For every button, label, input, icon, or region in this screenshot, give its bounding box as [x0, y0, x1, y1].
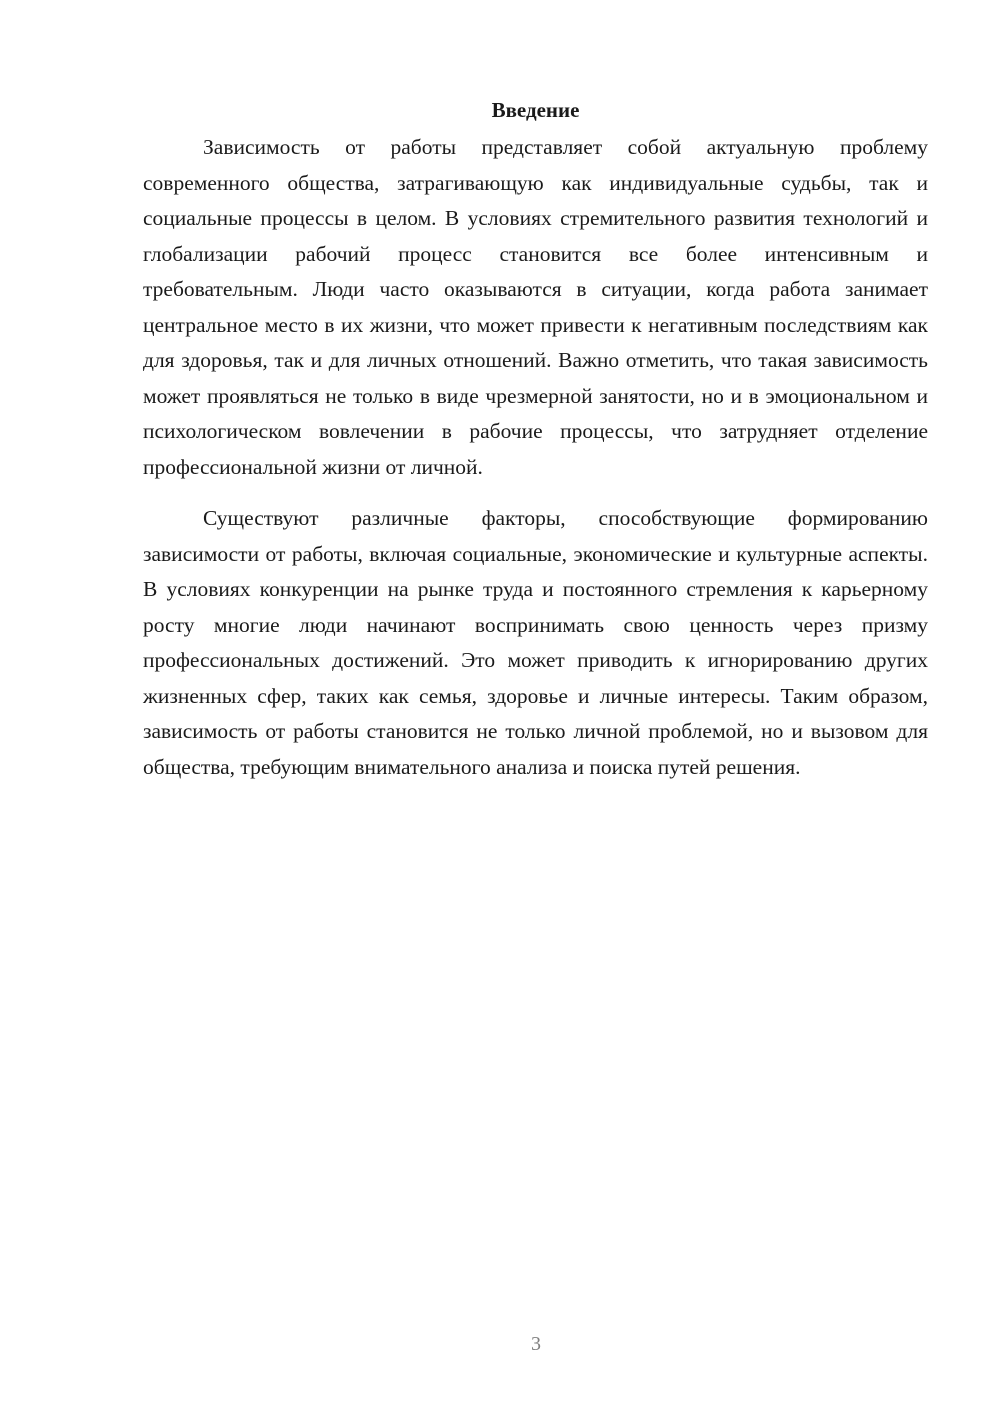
paragraph-1: Зависимость от работы представляет собой актуальную проблему современного общества, затрагивающую как индивидуальные судьбы, так и социальные процессы в целом. В условиях стремительного развития технологий и глобализации рабочий процесс становится все более интенсивным и требовательным. Люди часто оказываются в ситуации, когда работа занимает центральное место в их жизни, что может привести к негативным последствиям как для здоровья, так и для личных отношений. Важно отметить, что такая зависимость может проявляться не только в виде чрезмерной занятости, но и в эмоциональном и психологическом вовлечении в рабочие процессы, что затрудняет отделение профессиональной жизни от личной.: [143, 135, 928, 479]
section-heading: Введение: [491, 98, 580, 122]
page-number: 3: [531, 1333, 541, 1355]
paragraph-2: Существуют различные факторы, способствующие формированию зависимости от работы, включая социальные, экономические и культурные аспекты. В условиях конкуренции на рынке труда и постоянного стремления к карьерному росту многие люди начинают воспринимать свою ценность через призму профессиональных достижений. Это может приводить к игнорированию других жизненных сфер, таких как семья, здоровье и личные интересы. Таким образом, зависимость от работы становится не только личной проблемой, но и вызовом для общества, требующим внимательного анализа и поиска путей решения.: [143, 506, 928, 779]
page-content: [143, 92, 928, 785]
